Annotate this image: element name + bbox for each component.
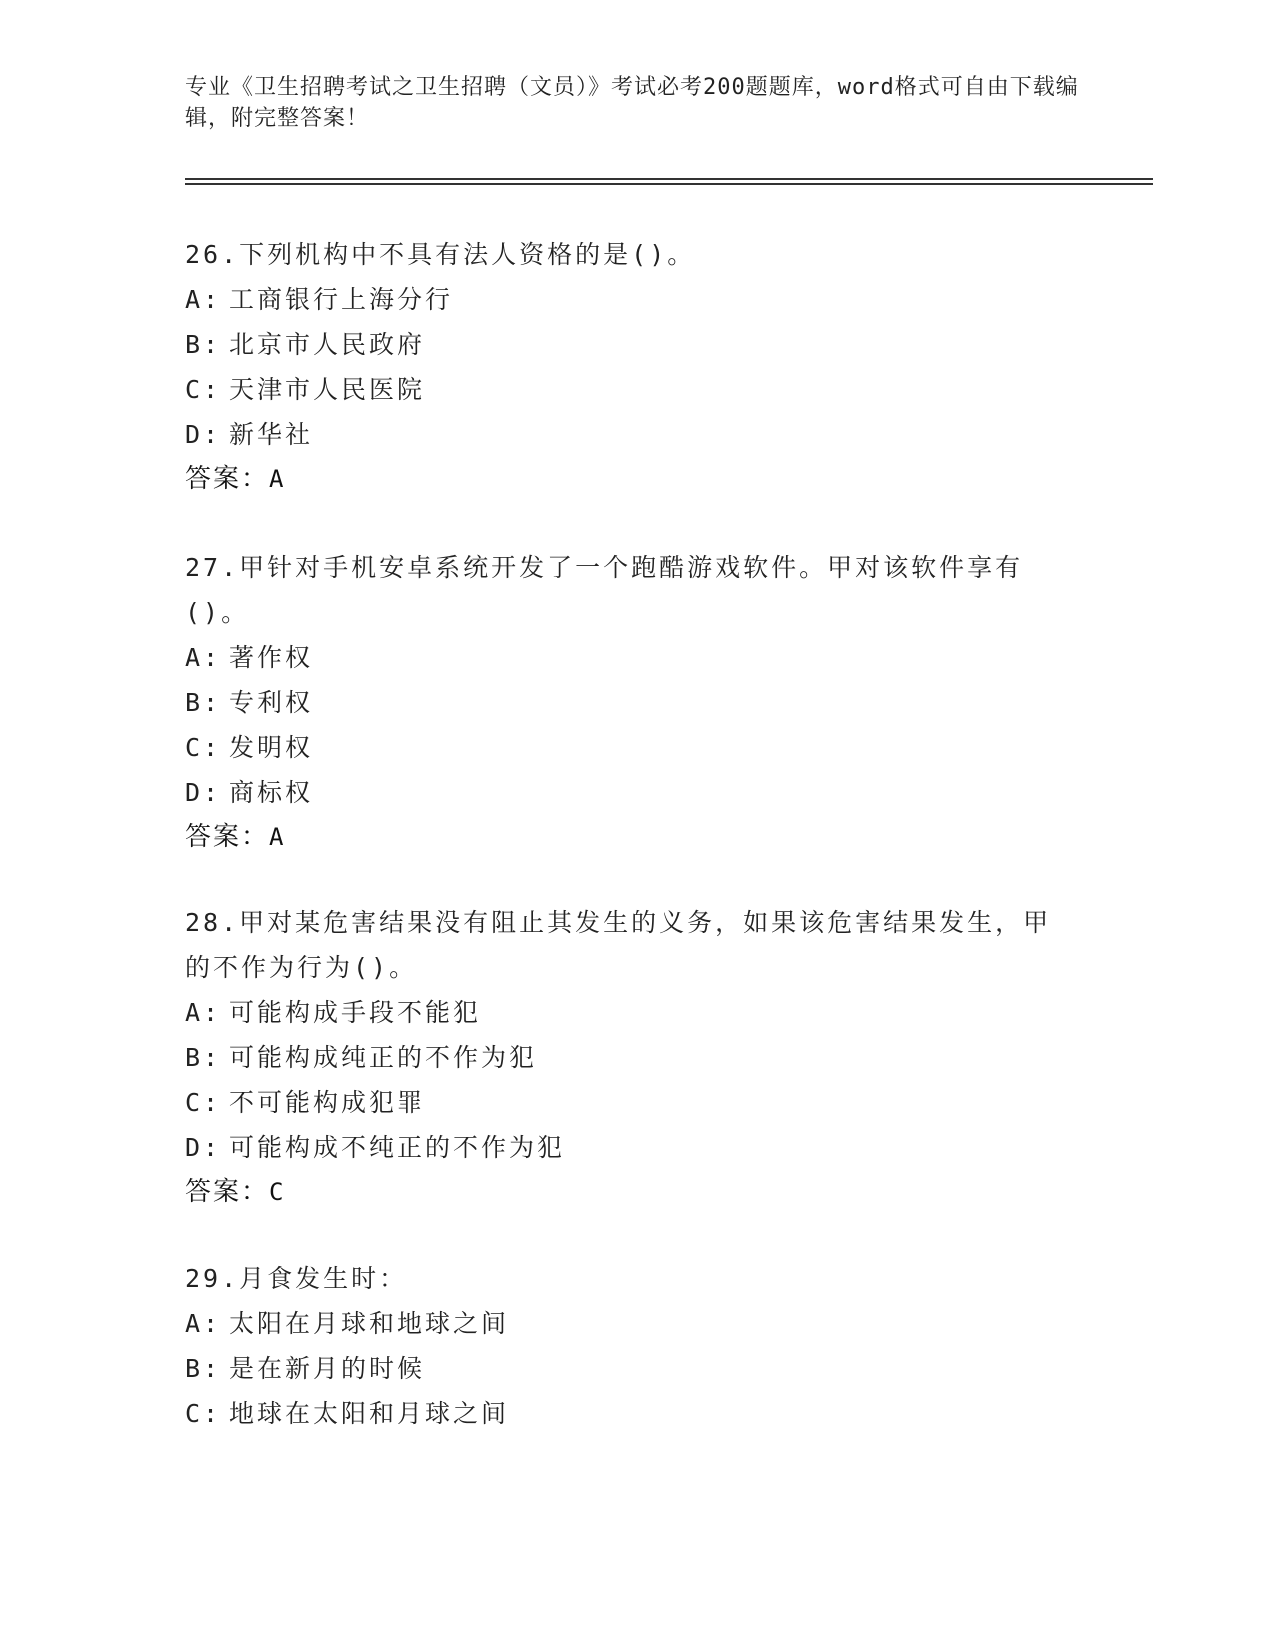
option-c <box>185 1080 1065 1125</box>
option-key: C: <box>185 375 222 404</box>
option-text: 工商银行上海分行 <box>229 285 454 314</box>
answer-value: A <box>269 465 286 493</box>
option-key: B: <box>185 1043 222 1072</box>
option-c <box>185 1391 1065 1436</box>
option-key: D: <box>185 778 222 807</box>
option-d <box>185 1125 1065 1170</box>
question-26 <box>185 232 1065 502</box>
option-b <box>185 322 1065 367</box>
option-key: D: <box>185 420 222 449</box>
answer-label: 答案： <box>185 464 270 494</box>
answer-value: C <box>269 1178 286 1206</box>
option-text: 地球在太阳和月球之间 <box>229 1399 510 1428</box>
option-key: A: <box>185 998 222 1027</box>
answer-label: 答案： <box>185 1177 270 1207</box>
option-text: 可能构成不纯正的不作为犯 <box>229 1133 566 1162</box>
option-text: 天津市人民医院 <box>229 375 426 404</box>
answer-line <box>185 815 1065 860</box>
option-text: 新华社 <box>229 420 314 449</box>
header-divider-bottom <box>185 183 1153 185</box>
option-text: 太阳在月球和地球之间 <box>229 1309 510 1338</box>
question-29 <box>185 1256 1065 1436</box>
option-text: 发明权 <box>229 733 314 762</box>
option-a <box>185 1301 1065 1346</box>
option-key: A: <box>185 1309 222 1338</box>
option-a <box>185 277 1065 322</box>
option-text: 是在新月的时候 <box>229 1354 426 1383</box>
option-b <box>185 680 1065 725</box>
option-key: B: <box>185 688 222 717</box>
option-key: A: <box>185 643 222 672</box>
option-d <box>185 770 1065 815</box>
question-stem: 28.甲对某危害结果没有阻止其发生的义务，如果该危害结果发生，甲的不作为行为()。 <box>185 908 1052 982</box>
option-c <box>185 367 1065 412</box>
option-text: 可能构成纯正的不作为犯 <box>229 1043 538 1072</box>
option-key: A: <box>185 285 222 314</box>
option-text: 可能构成手段不能犯 <box>229 998 482 1027</box>
answer-label: 答案： <box>185 822 270 852</box>
question-stem: 27.甲针对手机安卓系统开发了一个跑酷游戏软件。甲对该软件享有()。 <box>185 553 1024 627</box>
header-divider-top <box>185 178 1153 180</box>
option-key: C: <box>185 733 222 762</box>
option-text: 商标权 <box>229 778 314 807</box>
option-b <box>185 1035 1065 1080</box>
option-text: 专利权 <box>229 688 314 717</box>
option-c <box>185 725 1065 770</box>
option-a <box>185 990 1065 1035</box>
option-d <box>185 412 1065 457</box>
option-key: C: <box>185 1088 222 1117</box>
option-b <box>185 1346 1065 1391</box>
option-text: 不可能构成犯罪 <box>229 1088 426 1117</box>
option-a <box>185 635 1065 680</box>
answer-line <box>185 1170 1065 1215</box>
option-key: D: <box>185 1133 222 1162</box>
option-key: B: <box>185 1354 222 1383</box>
answer-value: A <box>269 823 286 851</box>
question-stem: 26.下列机构中不具有法人资格的是()。 <box>185 240 696 269</box>
question-27 <box>185 545 1065 860</box>
question-28 <box>185 900 1065 1215</box>
document-intro: 专业《卫生招聘考试之卫生招聘（文员）》考试必考200题题库，word格式可自由下载编辑，附完整答案！ <box>185 75 1079 131</box>
option-key: C: <box>185 1399 222 1428</box>
option-key: B: <box>185 330 222 359</box>
option-text: 著作权 <box>229 643 314 672</box>
answer-line <box>185 457 1065 502</box>
option-text: 北京市人民政府 <box>229 330 426 359</box>
question-stem: 29.月食发生时： <box>185 1264 408 1293</box>
